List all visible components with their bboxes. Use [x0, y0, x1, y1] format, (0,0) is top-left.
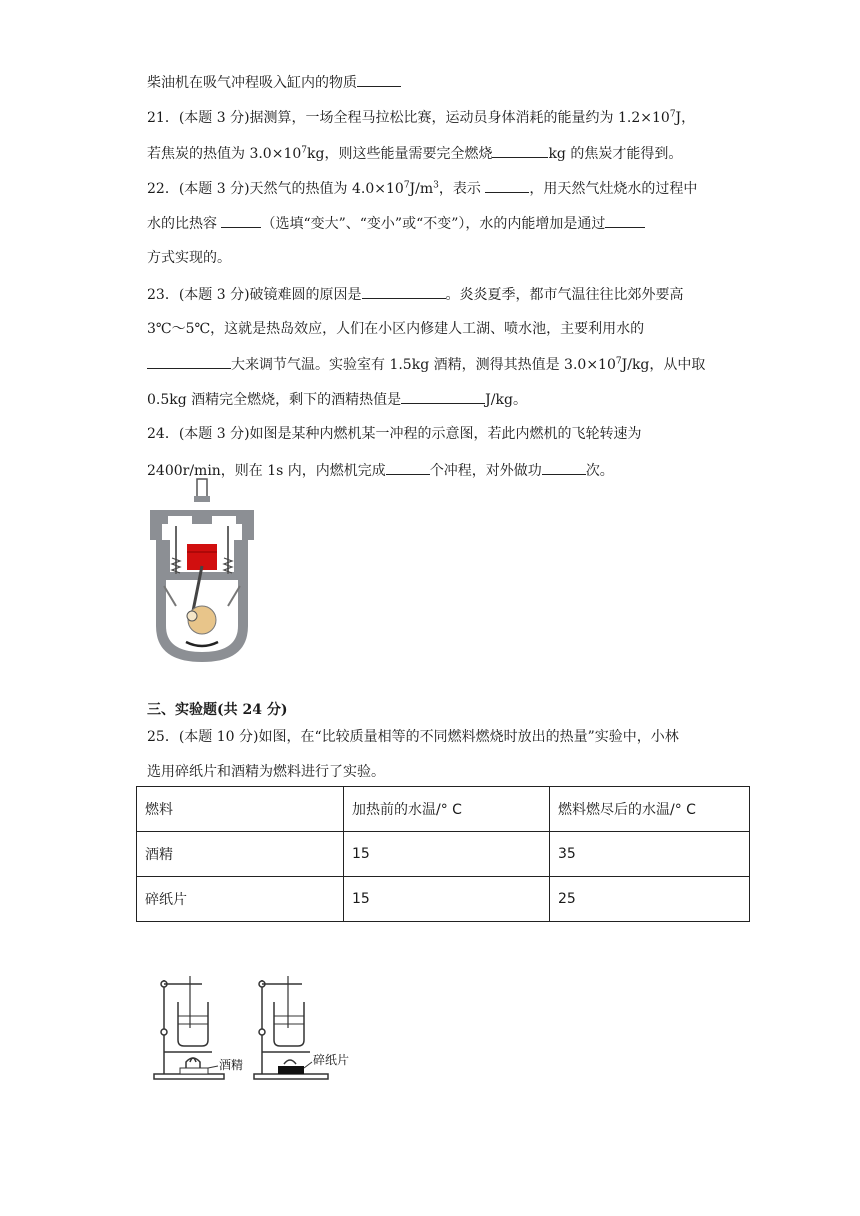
q20-tail-text: 柴油机在吸气冲程吸入缸内的物质 — [147, 75, 357, 91]
table-header-row — [137, 787, 750, 832]
q21-text: 21．(本题 3 分)据测算，一场全程马拉松比赛，运动员身体消耗的能量约为 1.2×10 — [147, 110, 670, 126]
fuel-temperature-table — [136, 786, 750, 922]
answer-blank[interactable] — [485, 178, 529, 193]
crank-pin — [187, 611, 197, 621]
q22-text: （选填“变大”、“变小”或“不变”），水的内能增加是通过 — [261, 216, 606, 232]
exponent: 7 — [403, 180, 410, 191]
exponent: 3 — [433, 180, 439, 191]
q23-line-3 — [147, 354, 705, 375]
answer-blank[interactable] — [605, 213, 645, 228]
label-pointer — [304, 1062, 312, 1068]
q21-text: kg 的焦炭才能得到。 — [548, 146, 683, 162]
answer-blank[interactable] — [542, 460, 586, 475]
heating-apparatus-figure — [150, 966, 360, 1084]
q24-text: 2400r/min，则在 1s 内，内燃机完成 — [147, 463, 386, 479]
paper-label: 碎纸片 — [313, 1053, 350, 1067]
table-row — [137, 832, 750, 877]
answer-blank[interactable] — [147, 354, 231, 369]
q22-text: 22．(本题 3 分)天然气的热值为 4.0×10 — [147, 181, 404, 197]
q23-text: J/kg，从中取 — [621, 357, 706, 373]
q22-text: J/m — [409, 181, 434, 197]
alcohol-label: 酒精 — [219, 1058, 244, 1072]
q21-text: kg，则这些能量需要完全燃烧 — [307, 146, 493, 162]
q23-line-2 — [147, 319, 644, 339]
q25-text: 选用碎纸片和酒精为燃料进行了实验。 — [147, 764, 385, 780]
table-cell: 25 — [550, 877, 750, 922]
exhaust-port — [212, 516, 236, 524]
q25-text: 25．(本题 10 分)如图，在“比较质量相等的不同燃料燃烧时放出的热量”实验中，小林 — [147, 729, 679, 745]
exponent: 7 — [615, 356, 622, 367]
answer-blank[interactable] — [386, 460, 430, 475]
answer-blank[interactable] — [221, 213, 261, 228]
q23-line-1 — [147, 284, 684, 305]
q20-tail-line — [147, 72, 401, 93]
q25-line-2 — [147, 762, 385, 782]
answer-blank[interactable] — [492, 143, 548, 158]
answer-blank[interactable] — [357, 72, 401, 87]
answer-blank[interactable] — [401, 389, 485, 404]
label-pointer — [208, 1066, 218, 1068]
q22-line-2 — [147, 213, 645, 234]
q24-text: 24．(本题 3 分)如图是某种内燃机某一冲程的示意图，若此内燃机的飞轮转速为 — [147, 426, 642, 442]
section-title: 三、实验题(共 24 分) — [147, 702, 288, 718]
spark-plug-icon — [197, 479, 207, 497]
q22-line-1 — [147, 178, 697, 199]
table-cell: 35 — [550, 832, 750, 877]
q22-line-3 — [147, 248, 231, 268]
q21-text: 若焦炭的热值为 3.0×10 — [147, 146, 302, 162]
alcohol-lamp-base — [180, 1068, 208, 1074]
q23-line-4 — [147, 389, 527, 410]
q23-text: 大来调节气温。实验室有 1.5kg 酒精，测得其热值是 3.0×10 — [231, 357, 616, 373]
q22-text: ，表示 — [438, 181, 486, 197]
q22-text: 水的比热容 — [147, 216, 222, 232]
table-cell: 15 — [344, 877, 550, 922]
q22-text: 方式实现的。 — [147, 250, 231, 266]
answer-blank[interactable] — [362, 284, 446, 299]
exponent: 7 — [669, 109, 676, 120]
intake-port — [168, 516, 192, 524]
q23-text: 23．(本题 3 分)破镜难圆的原因是 — [147, 287, 362, 303]
q21-line-2 — [147, 143, 682, 164]
q25-line-1 — [147, 727, 679, 747]
q24-text: 次。 — [585, 463, 614, 479]
table-header-cell: 燃料燃尽后的水温/° C — [550, 787, 750, 832]
spark-plug-base — [194, 496, 210, 502]
paper-fuel-block — [278, 1066, 304, 1074]
table-cell: 碎纸片 — [137, 877, 344, 922]
q21-line-1 — [147, 108, 695, 128]
q22-text: ，用天然气灶烧水的过程中 — [529, 181, 698, 197]
table-cell: 酒精 — [137, 832, 344, 877]
table-header-cell: 燃料 — [137, 787, 344, 832]
engine-stroke-diagram — [146, 476, 258, 668]
stand-left — [154, 976, 224, 1079]
table-row — [137, 877, 750, 922]
table-header-cell: 加热前的水温/° C — [344, 787, 550, 832]
q24-line-1 — [147, 424, 642, 444]
exponent: 7 — [301, 145, 307, 156]
q21-text: J， — [675, 110, 696, 126]
q23-text: 。炎炎夏季，都市气温往往比郊外要高 — [445, 287, 684, 303]
q23-text: 3℃～5℃，这就是热岛效应，人们在小区内修建人工湖、喷水池，主要利用水的 — [147, 321, 645, 337]
q23-text: J/kg。 — [485, 392, 527, 408]
q24-text: 个冲程，对外做功 — [429, 463, 542, 479]
q23-text: 0.5kg 酒精完全燃烧，剩下的酒精热值是 — [147, 392, 402, 408]
table-cell: 15 — [344, 832, 550, 877]
